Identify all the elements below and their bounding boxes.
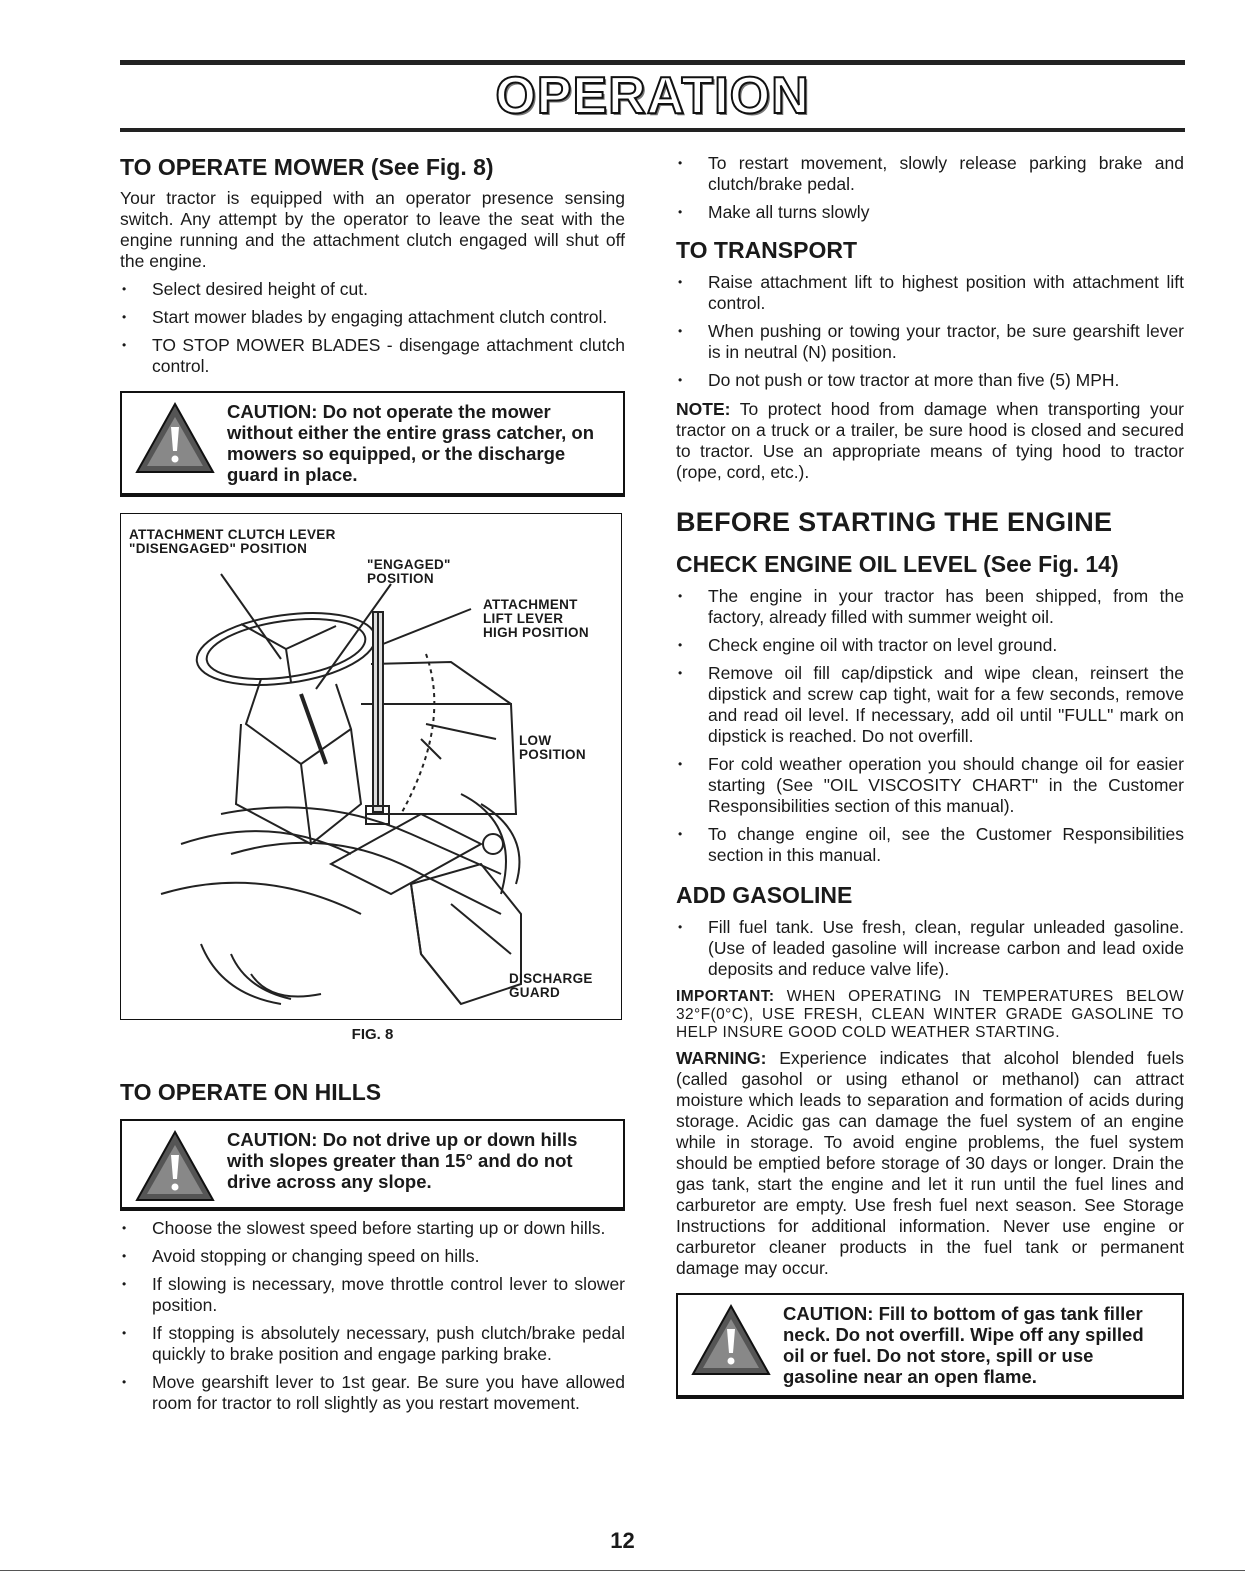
figure-8 [120, 513, 622, 1020]
list-item: • Fill fuel tank. Use fresh, clean, regular unleaded gasoline. (Use of leaded gasoline will increase carbon and lead oxide deposits and reduce valve life). [676, 917, 1184, 980]
warning-triangle-icon [690, 1303, 772, 1377]
label-discharge: DISCHARGE [509, 971, 593, 986]
list-item: • Move gearshift lever to 1st gear. Be sure you have allowed room for tractor to roll slightly as you restart movement. [120, 1372, 625, 1414]
caution-text: CAUTION: Do not drive up or down hills with slopes greater than 15° and do not drive across any slope. [227, 1129, 578, 1192]
gas-bullets [676, 917, 1184, 980]
caution-text: CAUTION: Do not operate the mower without either the entire grass catcher, on mowers so equipped, or the discharge guard in place. [227, 401, 595, 485]
mower-heading: TO OPERATE MOWER (See Fig. 8) [120, 154, 494, 180]
list-item: • For cold weather operation you should change oil for easier starting (See "OIL VISCOSITY CHART" in the Customer Responsibilities section of this manual). [676, 754, 1184, 817]
page-title: OPERATION [495, 67, 810, 125]
header-rule-top [120, 60, 1185, 65]
mower-bullets [120, 279, 625, 377]
page-number: 12 [610, 1528, 635, 1553]
label-low: LOW [519, 733, 552, 748]
oil-heading: CHECK ENGINE OIL LEVEL (See Fig. 14) [676, 551, 1119, 577]
list-item: • If stopping is absolutely necessary, push clutch/brake pedal quickly to brake position and engage parking brake. [120, 1323, 625, 1365]
list-item: • Make all turns slowly [676, 202, 1184, 223]
caution-box-gasoline [676, 1293, 1184, 1399]
continued-bullets [676, 153, 1184, 223]
transport-heading: TO TRANSPORT [676, 237, 858, 263]
list-item: • To restart movement, slowly release parking brake and clutch/brake pedal. [676, 153, 1184, 195]
caution-box-mower [120, 391, 625, 497]
caution-box-hills [120, 1119, 625, 1211]
warning-triangle-icon [134, 401, 216, 475]
list-item: • The engine in your tractor has been shipped, from the factory, already filled with summer weight oil. [676, 586, 1184, 628]
mower-intro: Your tractor is equipped with an operator presence sensing switch. Any attempt by the operator to leave the seat with the engine running and the attachment clutch engaged will shut off the engine. [120, 188, 625, 271]
list-item: • Remove oil fill cap/dipstick and wipe clean, reinsert the dipstick and screw cap tight, wait for a few seconds, remove and read oil level. If necessary, add oil until "FULL" mark on dipstick is reached. Do not overfill. [676, 663, 1184, 747]
oil-bullets [676, 586, 1184, 866]
before-starting-heading: BEFORE STARTING THE ENGINE [676, 507, 1113, 537]
warning-label: WARNING: [676, 1048, 767, 1068]
gas-heading: ADD GASOLINE [676, 882, 853, 908]
warning-note [676, 1048, 1184, 1279]
tractor-illustration [121, 514, 621, 1019]
transport-note [676, 399, 1184, 483]
caution-text: CAUTION: Fill to bottom of gas tank filler neck. Do not overfill. Wipe off any spilled oil or fuel. Do not store, spill or use gasoline near an open flame. [783, 1303, 1144, 1387]
label-high-position: HIGH POSITION [483, 625, 589, 640]
label-engaged-position: POSITION [367, 571, 434, 586]
hills-bullets [120, 1218, 625, 1414]
bottom-rule [0, 1570, 1245, 1571]
note-text: To protect hood from damage when transporting your tractor on a truck or a trailer, be sure hood is closed and secured to tractor. Use an appropriate means of tying hood to tractor (rope, cord, etc.). [676, 399, 1185, 482]
label-clutch-lever: ATTACHMENT CLUTCH LEVER [129, 527, 336, 542]
list-item: • Raise attachment lift to highest position with attachment lift control. [676, 272, 1184, 314]
warning-triangle-icon [134, 1129, 216, 1203]
hills-heading: TO OPERATE ON HILLS [120, 1079, 382, 1105]
list-item: • Start mower blades by engaging attachment clutch control. [120, 307, 625, 328]
label-low-position: POSITION [519, 747, 586, 762]
label-attachment: ATTACHMENT [483, 597, 578, 612]
list-item: • When pushing or towing your tractor, be sure gearshift lever is in neutral (N) position. [676, 321, 1184, 363]
list-item: • Select desired height of cut. [120, 279, 625, 300]
left-column [120, 152, 625, 1414]
list-item: • If slowing is necessary, move throttle control lever to slower position. [120, 1274, 625, 1316]
transport-bullets [676, 272, 1184, 391]
list-item: • Check engine oil with tractor on level ground. [676, 635, 1184, 656]
warning-text: Experience indicates that alcohol blended fuels (called gasohol or using ethanol or methanol) can attract moisture which leads to separation and formation of acids during storage. Acidic gas can damage the fuel system of an engine while in storage. To avoid engine problems, the fuel system should be emptied before storage of 30 days or longer. Drain the gas tank, start the engine and let it run until the fuel lines and carburetor are empty. Use fresh fuel next season. See Storage Instructions for additional information. Never use engine or carburetor cleaner products in the fuel tank or permanent damage may occur. [676, 1048, 1184, 1278]
important-note [676, 988, 1184, 1042]
label-disengaged: "DISENGAGED" POSITION [129, 541, 308, 556]
note-label: NOTE: [676, 399, 731, 419]
list-item: • Choose the slowest speed before starting up or down hills. [120, 1218, 625, 1239]
figure-caption: FIG. 8 [351, 1026, 394, 1043]
important-label: IMPORTANT: [676, 988, 775, 1005]
list-item: • To change engine oil, see the Customer Responsibilities section in this manual. [676, 824, 1184, 866]
list-item: • Do not push or tow tractor at more than five (5) MPH. [676, 370, 1184, 391]
header-rule-bottom [120, 128, 1185, 132]
list-item: • Avoid stopping or changing speed on hills. [120, 1246, 625, 1267]
label-engaged: "ENGAGED" [367, 557, 451, 572]
label-guard: GUARD [509, 985, 560, 1000]
important-text: WHEN OPERATING IN TEMPERATURES BELOW 32°F(0°C), USE FRESH, CLEAN WINTER GRADE GASOLINE TO HELP INSURE GOOD COLD WEATHER STARTING. [676, 988, 1184, 1041]
list-item: • TO STOP MOWER BLADES - disengage attachment clutch control. [120, 335, 625, 377]
right-column [676, 152, 1184, 1399]
label-lift-lever: LIFT LEVER [483, 611, 564, 626]
